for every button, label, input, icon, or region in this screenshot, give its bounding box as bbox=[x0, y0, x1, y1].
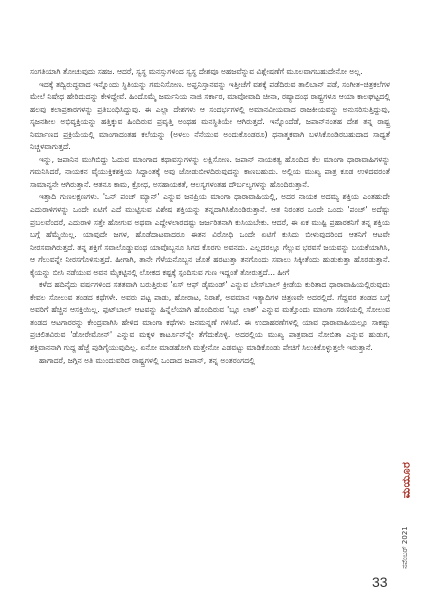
article-paragraph: ಕಳೆದ ಹದಿನೈದು ವರ್ಷಗಳಿಂದ ಸತತವಾಗಿ ಬರುತ್ತಿರುವ 'ಏಸ್ ಆಫ್ ಡೈಮಂಡ್' ಎನ್ನುವ ಬೇಸ್‌ಬಾಲ್ ಕ್ರೀಡೆಯ ಕುರಿತಾದ ಧಾರಾವಾಹಿಯಲ್ಲಿರುವುದು ಕೇವಲ ಸೋಲುವ ತಂಡದ ಕಥೆಗಳೇ. ಅವರು ಪಟ್ಟ ಪಾಡು, ಹೋರಾಟ, ನಿರಾಶೆ, ಅವಮಾನ ಇತ್ಯಾದಿಗಳ ಚಿತ್ರಣವೇ ಅದರಲ್ಲಿದೆ. ಗೆದ್ದವರ ತಂಡದ ಬಗ್ಗೆ ಅವರಿಗೆ ಹೆಚ್ಚಿನ ಆಸಕ್ತಿಯಿಲ್ಲ. ಫುಟ್‌ಬಾಲ್ ಆಟವನ್ನು ಹಿನ್ನೆಲೆಯಾಗಿ ಹೊಂದಿರುವ 'ಬ್ಲೂ ಲಾಕ್' ಎನ್ನುವ ಮತ್ತೊಂದು ಮಾಂಗಾ ಸರಣಿಯಲ್ಲಿ ಸೋಲುವ ತಂಡದ ಆಟಗಾರರನ್ನು ಕೇಂದ್ರವಾಗಿಸಿ ಹೇಳಿದ ಮಾಂಗಾ ಕಥೆಗಳು ಜನಮನ್ನಣೆ ಗಳಿಸಿವೆ. ಈ ಉದಾಹರಣೆಗಳಲ್ಲಿ ಯಾವ ಧಾರಾವಾಹಿಯಲ್ಲೂ ಸಾಕಷ್ಟು ಪ್ರಚಲಿತವಿರುವ 'ಡೋರೇಮೋನ್' ಎನ್ನುವ ಮಕ್ಕಳ ಕಾರ್ಟೂನ್‌ನ್ನೇ ತೆಗೆದುಕೊಳ್ಳಿ. ಅದರಲ್ಲಿಯ ಮುಖ್ಯ ಪಾತ್ರವಾದ ನೋಬಿತಾ ಎನ್ನುವ ಹುಡುಗ, ಶಕ್ತಿವಾನನಾಗಿ ಗುದ್ದ ಹೆಜ್ಜೆ ಪುಡಿಗೈಯುವುದಿಲ್ಲ. ಏನೋ ಮಾಡಹೋಗಿ ಮತ್ತೇನೋ ಎಡವಟ್ಟು ಮಾಡಿಕೊಂಡು ಪೇಚಿಗೆ ಸಿಲುಕಿಕೊಳ್ಳುತ್ತಲೇ ಇರುತ್ತಾನೆ. bbox=[30, 280, 390, 353]
article-paragraph: ಇನ್ನು, ಜಪಾನಿನ ಮುಗಿಬಿದ್ದು ಓದುವ ಮಾಂಗಾದ ಕಥಾವಸ್ತುಗಳನ್ನು ಲಕ್ಷಿಸೋಣ. ಜಪಾನ್ ನಾಯಕತ್ವ ಹೊಂದಿದ ಕೆಲ ಮಾಂಗಾ ಧಾರಾವಾಹಿಗಳನ್ನು ಗಮನಿಸಿದರೆ, ನಾಯಕನ ವೈಯುಕ್ತಿಕಶಕ್ತಿಯ ಸಿದ್ದಾಂತಕ್ಕೆ ಅವು ಜೋಡುಬೀಳದಿರುವುದನ್ನು ಕಾಣಬಹುದು. ಅಲ್ಲಿಯ ಮುಖ್ಯ ಪಾತ್ರ ಕೂಡ ಉಳಿದವರಂತೆ ಸಾಮಾನ್ಯನೇ ಆಗಿರುತ್ತಾನೆ. ಆತನೂ ಕಾಮ, ಕ್ರೋಧ, ಅಸಹಾಯಕತೆ, ಆಲಸ್ಯಗಳಂತಹ ದೌರ್ಬಲ್ಯಗಳನ್ನು ಹೊಂದಿರುತ್ತಾನೆ. bbox=[30, 154, 390, 189]
issue-date: ನವೆಂಬರ್ 2021 bbox=[400, 525, 409, 569]
article-paragraph: ಇದಕ್ಕೆ ತದ್ವಿರುದ್ಧವಾದ ಇನ್ನೊಂದು ಸ್ಥಿತಿಯನ್ನು ಗಮನಿಸೋಣ. ಅಫ್ಘನಿಸ್ತಾನವನ್ನು ಇತ್ತೀಚೆಗೆ ವಶಕ್ಕೆ ಪಡೆದಿರುವ ತಾಲಿಬಾನ್ ಪಡೆ, ಸಂಗೀತ–ಚಿತ್ರಕಲೆಗಳ ಮೇಲೆ ನಿಷೇಧ ಹೇರಿದುದನ್ನು ಕೇಳಿದ್ದೇವೆ. ಹಿಂದೊಮ್ಮೆ ಜರ್ಮನಿಯ ನಾಜಿ ಸರ್ಕಾರ, ಮಾವೋವಾದಿ ಚೀನಾ, ರಷ್ಯಾದಂಥ ರಾಷ್ಟ್ರಗಳೂ ಆಯಾ ಕಾಲಘಟ್ಟದಲ್ಲಿ ಹಲವು ಕಲಾಪ್ರಕಾರಗಳನ್ನು ಪ್ರತಿಬಂಧಿಸಿದ್ದುವು. ಈ ಎಲ್ಲಾ ದೇಶಗಳು ಆ ಸಂದರ್ಭಗಳಲ್ಲಿ ಅಮಾನವೀಯವಾದ ರಾಜಕೀಯವನ್ನು ಅನುಸರಿಸುತ್ತಿದ್ದುವು, ಸೃಜನಶೀಲ ಅಭಿವ್ಯಕ್ತಿಯನ್ನು ಹತ್ತಿಕ್ಕುವ ಹಿಂದಿರುವ ಪ್ರವೃತ್ತಿ ಅಂಥಹ ಮನಸ್ಥಿತಿಯೇ ಆಗಿರುತ್ತದೆ. ಇನ್ನೊಂದೆಡೆ, ಜಪಾನ್‌ನಂತಹ ದೇಶ ತನ್ನ ರಾಷ್ಟ್ರ ನಿರ್ಮಾಣದ ಪ್ರಕ್ರಿಯೆಯಲ್ಲಿ ಮಾಂಗಾದಂತಹ ಕಲೆಯನ್ನು (ಅಳಲು ನೆನೆಯುವ ಅಂದುಕೊಂಡರೂ) ಧನಾತ್ಮಕವಾಗಿ ಬಳಸಿಕೊಂಡಿರಬಹುದಾದ ಸಾಧ್ಯತೆ ನಿಚ್ಚಳವಾಗುತ್ತದೆ. bbox=[30, 79, 390, 152]
article-body bbox=[30, 66, 390, 367]
article-paragraph: ಇತ್ತಾದಿ ಗುಣಲಕ್ಷಣಗಳು. 'ಒನ್ ಪಂಚ್ ಮ್ಯಾನ್' ಎನ್ನುವ ಜನಪ್ರಿಯ ಮಾಂಗಾ ಧಾರಾವಾಹಿಯಲ್ಲಿ, ಅದರ ನಾಯಕ ಅದಮ್ಯ ಶಕ್ತಿಯ ಎಂತಹುದೇ ಎದುರಾಳಿಗಳನ್ನು ಒಂದೇ ಏಟಿಗೆ ಎದೆ ಮುಟ್ಟಿಸುವ ವಿಶೇಷ ಶಕ್ತಿಯನ್ನು ತನ್ನದಾಗಿಸಿಕೊಂಡಿರುತ್ತಾನೆ. ಆತ ನಿರಂತರ ಒಂದೇ ಒಂದು 'ಪಂಚ್' ಅದೆಷ್ಟು ಪ್ರಬಲವೆಂದರೆ, ಎದುರಾಳಿ ಸತ್ತೇ ಹೋಗುವ ಅಥವಾ ಎದ್ದೇಳಲಾರದಷ್ಟು ಜರ್ಜರಿತನಾಗಿ ಕುಸಿಯಬೇಕು. ಆದರೆ, ಈ ಏಕ ಮುಷ್ಟಿ ಪ್ರಹಾರಕನಿಗೆ ತನ್ನ ಶಕ್ತಿಯ ಬಗ್ಗೆ ಹೆಮ್ಮೆಯಿಲ್ಲ. ಯಾವುದೇ ಜಗಳ, ಹೊಡೆದಾಟವಾದರೂ ಈತನ ವಿರೋಧಿ ಒಂದೇ ಏಟಿಗೆ ಕುಸಿದು ಬೀಳುವುದರಿಂದ ಆತನಿಗೆ ಆಟವೇ ನೀರಸವಾಗಿರುತ್ತದೆ. ತನ್ನ ಶಕ್ತಿಗೆ ಸವಾಲೊಡ್ಡುವಂಥ ಯಾವೊಬ್ಬನೂ ಸಿಗದ ಕೊರಗು ಅವನದು. ಎಲ್ಲದರಲ್ಲೂ ಗೆಲ್ಲುವ ಭರವಸೆ ಜಯವನ್ನು ಬಯಕೆಯಾಗಿಸಿ, ಆ ಗೆಲುವನ್ನೇ ನೀರಸಗೊಳಿಸುತ್ತದೆ. ಹೀಗಾಗಿ, ತಾನೇ ಗೆಳೆಯನೊಬ್ಬನ ಜೊತೆ ಹರಟುತ್ತಾ ತನಗೊಂದು ಸವಾಲು ಸಿಕ್ಕೀತೆಂದು ಹುಡುಕುತ್ತಾ ಹೊರಡುತ್ತಾನೆ. ಕೈಯನ್ನು ಬೀಸಿ ನಡೆಯುವ ಅವನ ಮೈಕಟ್ಟಿನಲ್ಲಿ ಲೋಕದ ಕಷ್ಟಕ್ಕೆ ಸ್ಪಂದಿಸುವ ಗುಣ ಇದ್ದಂತೆ ತೋರುತ್ತದೆ... ಹೀಗೆ bbox=[30, 192, 390, 277]
magazine-name: ಮಯೂರ bbox=[399, 461, 412, 499]
article-paragraph: ಸಂಗತಿಯಾಗಿ ತೋಚುವುದು ಸಹಜ. ಆದರೆ, ಸ್ವಸ್ಥ ಮನಸ್ಸುಗಳಿಂದ ಸ್ವಸ್ಥ ದೇಶವೂ ಅಹಜವೆನ್ನುವ ವಿಶ್ಲೇಷಣೆಗೆ ಮೂಲವಾಗಬಹುದೇನೋ ಅಲ್ಲ. bbox=[30, 67, 363, 76]
issue-label bbox=[395, 517, 415, 577]
page-number: 33 bbox=[372, 574, 388, 590]
article-paragraph: ಹಾಗಾದರೆ, ಜಗ್ಗಿನ ಅತಿ ಮುಂದುವರಿದ ರಾಷ್ಟ್ರಗಳಲ್ಲಿ ಒಂದಾದ ಜಪಾನ್, ತನ್ನ ಅಂತರಂಗದಲ್ಲಿ bbox=[39, 355, 255, 365]
magazine-logo bbox=[398, 454, 414, 506]
